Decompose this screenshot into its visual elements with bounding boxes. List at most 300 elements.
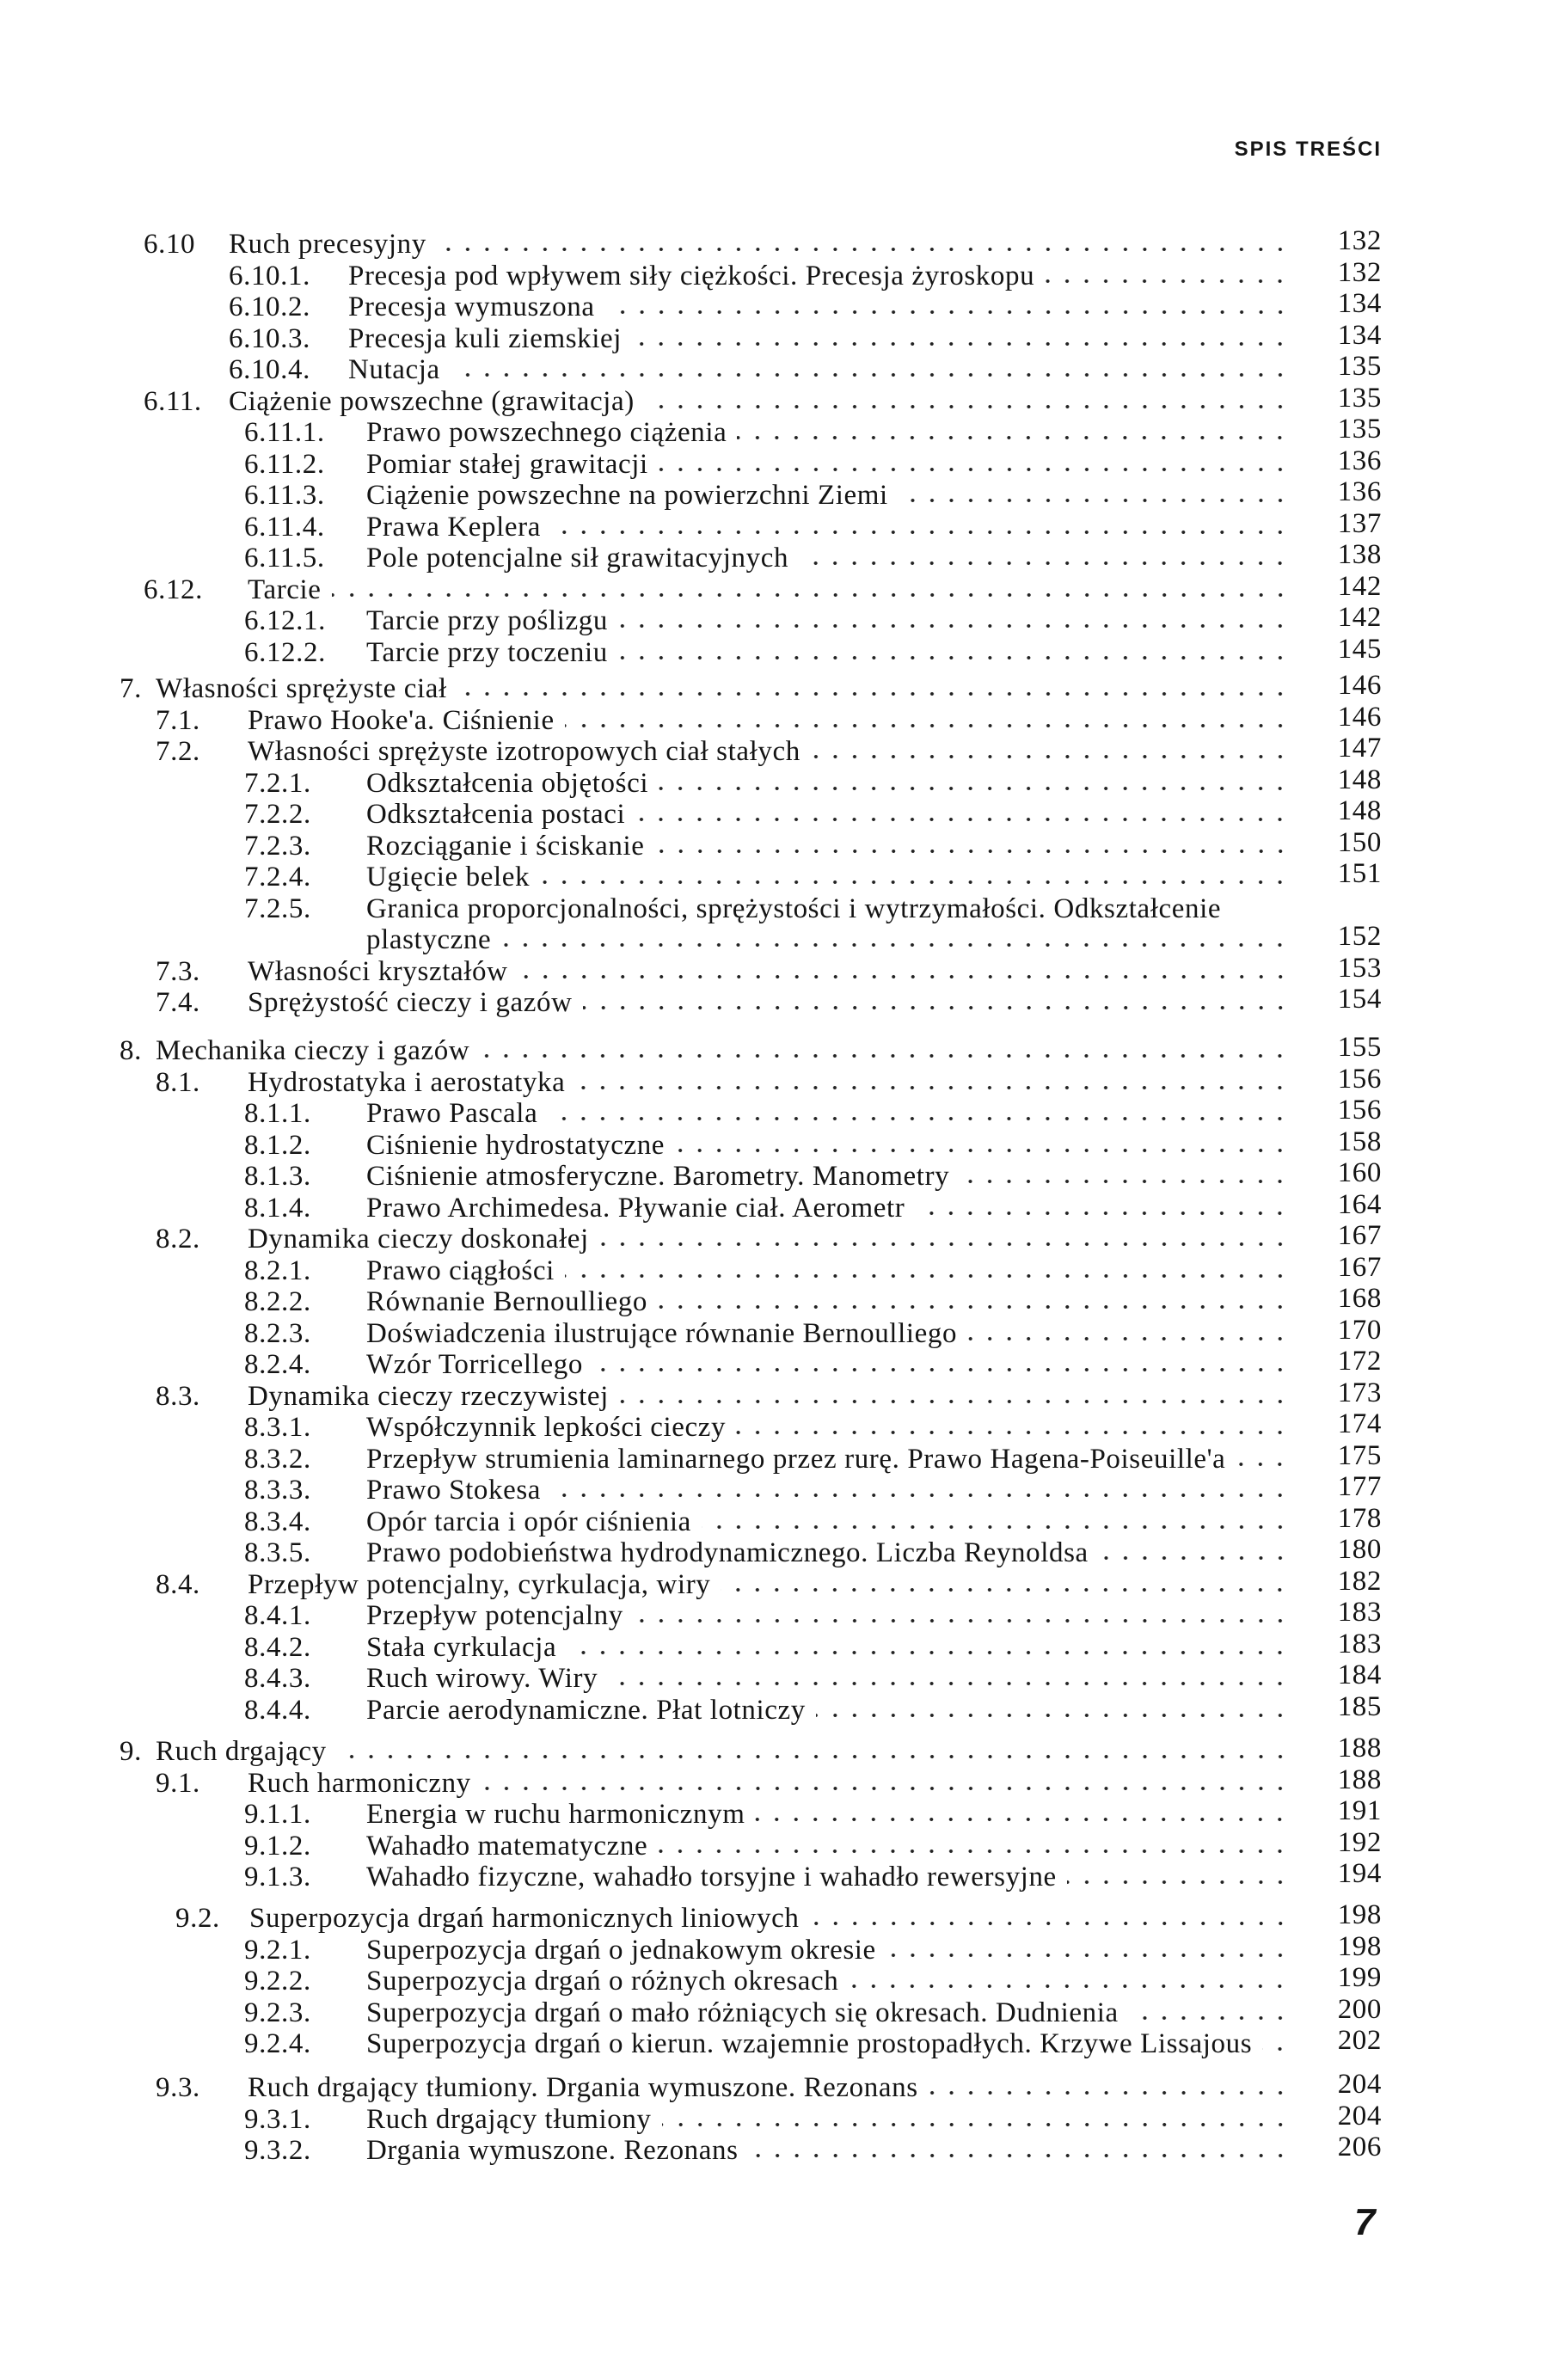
- entry-line: [366, 1349, 1290, 1381]
- entry-title: Precesja wymuszona: [348, 291, 595, 322]
- entry-title: Parcie aerodynamiczne. Płat lotniczy: [366, 1694, 806, 1726]
- dot-leader: [658, 1837, 1290, 1855]
- toc-entry[interactable]: [0, 570, 1558, 606]
- entry-number: 8.2.: [156, 1224, 200, 1254]
- entry-page: 136: [1337, 445, 1382, 476]
- entry-page: 173: [1337, 1377, 1382, 1408]
- page-number: 7: [1354, 2201, 1376, 2243]
- entry-line: [366, 480, 1290, 512]
- entry-title: Tarcie przy toczeniu: [366, 636, 608, 668]
- toc-entry[interactable]: [0, 633, 1558, 669]
- running-header: SPIS TREŚCI: [1234, 138, 1382, 161]
- entry-page: 136: [1337, 476, 1382, 507]
- entry-line: [366, 1799, 1290, 1831]
- entry-title: Tarcie przy poślizgu: [366, 605, 608, 636]
- entry-page: 180: [1337, 1534, 1382, 1565]
- entry-line: [366, 1161, 1290, 1193]
- entry-page: 168: [1337, 1283, 1382, 1314]
- dot-leader: [437, 236, 1290, 253]
- dot-leader: [599, 1230, 1290, 1248]
- entry-title: Ruch wirowy. Wiry: [366, 1663, 598, 1694]
- dot-leader: [810, 1910, 1291, 1927]
- entry-line: [366, 893, 1290, 925]
- dot-leader: [749, 2142, 1290, 2159]
- entry-line: [366, 2104, 1290, 2136]
- dot-leader: [849, 1972, 1290, 1990]
- toc-entry[interactable]: [0, 1439, 1558, 1475]
- entry-line: [229, 386, 1290, 418]
- dot-leader: [482, 1775, 1290, 1792]
- toc-group: [0, 1733, 1558, 1893]
- entry-line: [366, 1412, 1290, 1444]
- entry-line: [366, 799, 1290, 831]
- entry-number: 6.11.1.: [244, 417, 325, 448]
- toc-entry[interactable]: [0, 1063, 1558, 1099]
- entry-title: Nutacja: [348, 354, 440, 385]
- entry-number: 8.3.3.: [244, 1475, 311, 1506]
- toc-group: [0, 2069, 1558, 2167]
- entry-title: Energia w ruchu harmonicznym: [366, 1799, 745, 1830]
- entry-line: [348, 261, 1290, 292]
- entry-number: 9.2.3.: [244, 1997, 311, 2028]
- dot-leader: [967, 1325, 1290, 1342]
- toc-entry[interactable]: [0, 984, 1558, 1019]
- dot-leader: [675, 1137, 1290, 1154]
- toc-entry[interactable]: [0, 701, 1558, 737]
- entry-line: [366, 1098, 1290, 1130]
- entry-title: Tarcie: [248, 574, 322, 605]
- entry-line: [248, 1381, 1290, 1413]
- toc-entry[interactable]: [0, 2069, 1558, 2104]
- entry-line: [248, 956, 1290, 988]
- entry-title: Przepływ potencjalny: [366, 1600, 623, 1631]
- entry-number: 8.2.4.: [244, 1349, 311, 1380]
- dot-leader: [811, 743, 1290, 760]
- entry-line: [366, 1286, 1290, 1318]
- entry-number: 8.3.4.: [244, 1506, 311, 1537]
- entry-number: 9.3.: [156, 2072, 200, 2103]
- entry-page: 153: [1337, 952, 1382, 984]
- toc-entry[interactable]: [0, 1597, 1558, 1632]
- entry-page: 151: [1337, 858, 1382, 889]
- entry-line: [366, 1862, 1290, 1893]
- entry-line: [366, 862, 1290, 893]
- entry-page: 148: [1337, 764, 1382, 795]
- entry-line: [366, 768, 1290, 800]
- entry-line: [366, 831, 1290, 862]
- dot-leader: [755, 1806, 1290, 1823]
- entry-line: [248, 1067, 1290, 1099]
- entry-page: 204: [1337, 2100, 1382, 2132]
- dot-leader: [593, 1356, 1290, 1373]
- entry-line: [366, 1935, 1290, 1966]
- toc-entry[interactable]: [0, 952, 1558, 988]
- entry-title-continuation: plastyczne: [366, 924, 492, 955]
- toc-entry[interactable]: [0, 795, 1558, 831]
- toc-entry[interactable]: [0, 476, 1558, 512]
- entry-line: [248, 736, 1290, 768]
- dot-leader: [1129, 2004, 1290, 2021]
- entry-number: 7.2.4.: [244, 862, 311, 892]
- entry-page: 134: [1337, 319, 1382, 351]
- entry-number: 9.3.2.: [244, 2135, 311, 2166]
- toc-entry[interactable]: [0, 1314, 1558, 1350]
- entry-title: Własności kryształów: [248, 955, 508, 987]
- entry-line: [156, 1035, 1290, 1067]
- entry-title: Opór tarcia i opór ciśnienia: [366, 1506, 691, 1537]
- dot-leader: [551, 1481, 1290, 1499]
- entry-number: 7.3.: [156, 955, 200, 987]
- dot-leader: [662, 2111, 1290, 2128]
- entry-title: Prawo ciągłości: [366, 1254, 555, 1286]
- entry-number: 8.4.3.: [244, 1663, 311, 1694]
- toc-entry[interactable]: [0, 1826, 1558, 1862]
- entry-title: Równanie Bernoulliego: [366, 1286, 647, 1317]
- entry-title: Prawo Pascala: [366, 1098, 538, 1129]
- entry-title: Ruch drgający tłumiony: [366, 2103, 652, 2135]
- entry-page: 142: [1337, 570, 1382, 602]
- entry-line: [248, 2072, 1290, 2104]
- dot-leader: [583, 994, 1290, 1011]
- entry-line: [249, 1903, 1290, 1935]
- entry-page: 194: [1337, 1858, 1382, 1889]
- entry-line: [366, 1831, 1290, 1862]
- entry-line: [366, 512, 1290, 543]
- entry-page: 158: [1337, 1126, 1382, 1157]
- entry-page: 138: [1337, 539, 1382, 570]
- toc-entry[interactable]: [0, 382, 1558, 418]
- entry-title: Ruch drgający: [156, 1736, 327, 1767]
- entry-number: 6.10.3.: [229, 322, 310, 354]
- toc-entry[interactable]: [0, 2132, 1558, 2167]
- toc-entry[interactable]: [0, 1690, 1558, 1727]
- toc-entry[interactable]: [0, 445, 1558, 481]
- entry-page: 178: [1337, 1502, 1382, 1534]
- entry-line: [366, 417, 1290, 449]
- entry-number: 8.1.2.: [244, 1129, 311, 1161]
- entry-title: Superpozycja drgań harmonicznych liniowych: [249, 1903, 800, 1934]
- entry-page: 154: [1337, 984, 1382, 1015]
- entry-line: [156, 1736, 1290, 1768]
- dot-leader: [929, 2079, 1290, 2096]
- dot-leader: [605, 298, 1290, 316]
- entry-number: 6.11.2.: [244, 448, 325, 480]
- entry-number: 8.3.5.: [244, 1537, 311, 1568]
- entry-line: [366, 1475, 1290, 1506]
- dot-leader: [1067, 1868, 1290, 1886]
- toc-entry[interactable]: [0, 1534, 1558, 1569]
- entry-page: 132: [1337, 256, 1382, 288]
- toc-entry[interactable]: [0, 256, 1558, 292]
- entry-title: Precesja pod wpływem siły ciężkości. Precesja żyroskopu: [348, 260, 1035, 291]
- entry-page: 198: [1337, 1930, 1382, 1962]
- entry-line: [366, 1255, 1290, 1287]
- toc-entry[interactable]: [0, 1858, 1558, 1893]
- dot-leader: [332, 581, 1290, 598]
- entry-number: 6.11.: [144, 385, 202, 417]
- entry-title: Prawa Keplera: [366, 511, 541, 543]
- entry-page: 206: [1337, 2132, 1382, 2162]
- dot-leader: [608, 1670, 1290, 1687]
- toc-entry[interactable]: [0, 1930, 1558, 1966]
- toc-entry[interactable]: [0, 319, 1558, 355]
- entry-page: 160: [1337, 1157, 1382, 1188]
- dot-leader: [480, 1042, 1290, 1059]
- toc-entry[interactable]: [0, 1659, 1558, 1695]
- entry-page: 174: [1337, 1408, 1382, 1439]
- toc-entry[interactable]: [0, 225, 1558, 261]
- dot-leader: [659, 456, 1290, 473]
- entry-page: 183: [1337, 1628, 1382, 1659]
- toc-entry[interactable]: [0, 1346, 1558, 1381]
- entry-number: 8.4.2.: [244, 1631, 311, 1663]
- entry-number: 7.1.: [156, 704, 200, 736]
- dot-leader: [816, 1702, 1290, 1719]
- entry-number: 7.2.3.: [244, 830, 311, 862]
- dot-leader: [721, 1576, 1290, 1593]
- entry-number: 9.2.1.: [244, 1934, 311, 1966]
- entry-page: 137: [1337, 507, 1382, 539]
- entry-title: Precesja kuli ziemskiej: [348, 322, 623, 354]
- toc-entry[interactable]: [0, 826, 1558, 862]
- dot-leader: [457, 680, 1290, 697]
- toc-entry[interactable]: [0, 539, 1558, 574]
- toc-entry[interactable]: [0, 670, 1558, 705]
- toc-entry[interactable]: [0, 414, 1558, 449]
- entry-line: [366, 924, 1290, 956]
- entry-line: [348, 354, 1290, 386]
- entry-number: 9.: [120, 1736, 142, 1767]
- entry-number: 6.10.4.: [229, 354, 310, 385]
- toc-entry[interactable]: [0, 507, 1558, 543]
- entry-line: [366, 605, 1290, 637]
- entry-line: [366, 1600, 1290, 1632]
- entry-page: 134: [1337, 288, 1382, 319]
- entry-page: 175: [1337, 1439, 1382, 1471]
- entry-line: [366, 1444, 1290, 1475]
- entry-line: [248, 705, 1290, 737]
- toc-entry[interactable]: [0, 602, 1558, 637]
- dot-leader: [518, 963, 1290, 980]
- entry-title: Odkształcenia objętości: [366, 767, 649, 799]
- toc-entry[interactable]: [0, 2025, 1558, 2060]
- entry-line: [366, 1997, 1290, 2029]
- entry-title: Współczynnik lepkości cieczy: [366, 1412, 727, 1443]
- entry-title: Ciśnienie hydrostatyczne: [366, 1129, 666, 1161]
- entry-number: 7.2.: [156, 736, 200, 767]
- entry-line: [248, 574, 1290, 606]
- entry-line: [366, 1632, 1290, 1664]
- entry-page: 185: [1337, 1690, 1382, 1722]
- toc-entry[interactable]: [0, 1251, 1558, 1287]
- entry-number: 7.2.2.: [244, 799, 311, 830]
- entry-number: 8.1.1.: [244, 1098, 311, 1129]
- entry-page: 188: [1337, 1733, 1382, 1764]
- entry-title: Rozciąganie i ściskanie: [366, 830, 645, 862]
- toc-entry[interactable]: [0, 1502, 1558, 1538]
- toc-entry[interactable]: [0, 1899, 1558, 1935]
- entry-title: Dynamika cieczy rzeczywistej: [248, 1380, 609, 1412]
- toc-entry[interactable]: [0, 1188, 1558, 1224]
- entry-page: 146: [1337, 670, 1382, 701]
- entry-title: Drgania wymuszone. Rezonans: [366, 2135, 739, 2166]
- entry-page: 184: [1337, 1659, 1382, 1690]
- toc-group: [0, 225, 1558, 668]
- dot-leader: [1099, 1544, 1290, 1561]
- entry-page: 167: [1337, 1220, 1382, 1251]
- entry-number: 8.1.: [156, 1066, 200, 1098]
- dot-leader: [619, 1388, 1290, 1405]
- entry-number: 6.10.1.: [229, 260, 310, 291]
- entry-page: 200: [1337, 1993, 1382, 2025]
- toc-entry[interactable]: [0, 1628, 1558, 1664]
- entry-page: 204: [1337, 2069, 1382, 2100]
- entry-page: 202: [1337, 2025, 1382, 2056]
- entry-number: 6.11.4.: [244, 511, 325, 543]
- entry-number: 6.10: [144, 229, 196, 260]
- entry-line: [366, 2135, 1290, 2167]
- toc-entry[interactable]: [0, 764, 1558, 800]
- entry-page: 199: [1337, 1962, 1382, 1993]
- entry-line: [156, 673, 1290, 705]
- toc-entry[interactable]: [0, 1764, 1558, 1800]
- entry-page: 191: [1337, 1795, 1382, 1826]
- entry-page: 155: [1337, 1032, 1382, 1063]
- toc-entry[interactable]: [0, 1032, 1558, 1067]
- dot-leader: [618, 612, 1290, 629]
- dot-leader: [1045, 267, 1290, 285]
- entry-number: 8.3.: [156, 1380, 200, 1412]
- entry-title: Prawo podobieństwa hydrodynamicznego. Liczba Reynoldsa: [366, 1537, 1089, 1568]
- entry-page: 182: [1337, 1565, 1382, 1597]
- toc-entry[interactable]: [0, 1283, 1558, 1318]
- toc-entry[interactable]: [0, 1377, 1558, 1413]
- entry-page: 145: [1337, 633, 1382, 665]
- toc-entry[interactable]: [0, 733, 1558, 768]
- dot-leader: [1236, 1451, 1290, 1468]
- entry-line: [366, 1193, 1290, 1224]
- entry-number: 8.4.4.: [244, 1694, 311, 1726]
- toc-entry[interactable]: [0, 2100, 1558, 2136]
- toc-entry[interactable]: [0, 1962, 1558, 1997]
- entry-title: Ciążenie powszechne na powierzchni Ziemi: [366, 480, 888, 511]
- dot-leader: [659, 775, 1290, 792]
- dot-leader: [635, 806, 1290, 823]
- entry-number: 6.12.2.: [244, 636, 326, 668]
- toc-entry[interactable]: [0, 1095, 1558, 1130]
- toc-entry[interactable]: [0, 1408, 1558, 1444]
- entry-line: [366, 1318, 1290, 1350]
- dot-leader: [337, 1743, 1290, 1760]
- entry-line: [348, 291, 1290, 323]
- entry-title: Własności sprężyste izotropowych ciał stałych: [248, 736, 800, 767]
- entry-page: 177: [1337, 1471, 1382, 1502]
- entry-title: Pole potencjalne sił grawitacyjnych: [366, 543, 789, 574]
- toc-entry[interactable]: [0, 1471, 1558, 1506]
- entry-line: [248, 1224, 1290, 1255]
- entry-number: 6.12.: [144, 574, 203, 605]
- toc-entry[interactable]: [0, 1157, 1558, 1193]
- entry-number: 9.2.: [175, 1903, 220, 1934]
- dot-leader: [658, 1293, 1290, 1310]
- entry-line: [366, 543, 1290, 574]
- entry-page: 147: [1337, 733, 1382, 764]
- entry-number: 8.4.: [156, 1568, 200, 1600]
- toc-entry-continuation: [0, 921, 1558, 956]
- toc-entry[interactable]: [0, 1220, 1558, 1255]
- entry-title: Wahadło fizyczne, wahadło torsyjne i wahadło rewersyjne: [366, 1862, 1057, 1892]
- toc-entry[interactable]: [0, 1126, 1558, 1162]
- entry-page: 146: [1337, 701, 1382, 733]
- entry-page: 132: [1337, 225, 1382, 256]
- dot-leader: [645, 393, 1290, 410]
- entry-title: Ruch harmoniczny: [248, 1767, 471, 1799]
- entry-page: 192: [1337, 1826, 1382, 1858]
- entry-number: 9.1.3.: [244, 1862, 311, 1892]
- dot-leader: [540, 868, 1290, 886]
- dot-leader: [960, 1168, 1290, 1185]
- entry-number: 9.3.1.: [244, 2103, 311, 2135]
- entry-number: 6.10.2.: [229, 291, 310, 322]
- dot-leader: [737, 424, 1290, 441]
- toc-group: [0, 670, 1558, 1019]
- toc-entry[interactable]: [0, 858, 1558, 893]
- entry-number: 8.3.2.: [244, 1443, 311, 1475]
- dot-leader: [501, 931, 1290, 948]
- entry-line: [366, 637, 1290, 669]
- entry-number: 6.11.5.: [244, 543, 325, 574]
- entry-title: Ruch precesyjny: [229, 229, 426, 260]
- entry-title: Ugięcie belek: [366, 862, 531, 892]
- toc-entry[interactable]: [0, 288, 1558, 323]
- toc-entry[interactable]: [0, 1733, 1558, 1768]
- dot-leader: [565, 712, 1290, 729]
- entry-title: Superpozycja drgań o jednakowym okresie: [366, 1934, 876, 1966]
- entry-line: [366, 1663, 1290, 1695]
- dot-leader: [548, 1105, 1290, 1122]
- entry-number: 6.11.3.: [244, 480, 325, 511]
- entry-title: Odkształcenia postaci: [366, 799, 626, 830]
- entry-title: Prawo Archimedesa. Pływanie ciał. Aerometr: [366, 1192, 905, 1224]
- entry-page: 156: [1337, 1063, 1382, 1095]
- entry-page: 188: [1337, 1764, 1382, 1795]
- dot-leader: [618, 644, 1290, 661]
- dot-leader: [736, 1419, 1290, 1436]
- entry-title: Ciążenie powszechne (grawitacja): [229, 385, 635, 417]
- entry-line: [366, 1130, 1290, 1162]
- entry-title: Własności sprężyste ciał: [156, 673, 447, 704]
- entry-number: 9.2.2.: [244, 1966, 311, 1997]
- entry-page: 156: [1337, 1095, 1382, 1126]
- entry-line: [366, 449, 1290, 481]
- toc-entry[interactable]: [0, 1565, 1558, 1601]
- entry-title: Doświadczenia ilustrujące równanie Bernoulliego: [366, 1317, 958, 1349]
- entry-page: 135: [1337, 414, 1382, 445]
- entry-title: Ciśnienie atmosferyczne. Barometry. Manometry: [366, 1161, 950, 1192]
- toc-entry[interactable]: [0, 351, 1558, 386]
- entry-page: 142: [1337, 602, 1382, 633]
- toc-entry[interactable]: [0, 893, 1558, 925]
- entry-title: Prawo Hooke'a. Ciśnienie: [248, 704, 555, 736]
- entry-title: Superpozycja drgań o różnych okresach: [366, 1966, 839, 1997]
- dot-leader: [451, 361, 1290, 378]
- entry-page: 164: [1337, 1188, 1382, 1220]
- toc-entry[interactable]: [0, 1993, 1558, 2029]
- toc-entry[interactable]: [0, 1795, 1558, 1831]
- entry-number: 6.12.1.: [244, 605, 326, 636]
- entry-title: Przepływ potencjalny, cyrkulacja, wiry: [248, 1568, 711, 1600]
- dot-leader: [655, 837, 1290, 855]
